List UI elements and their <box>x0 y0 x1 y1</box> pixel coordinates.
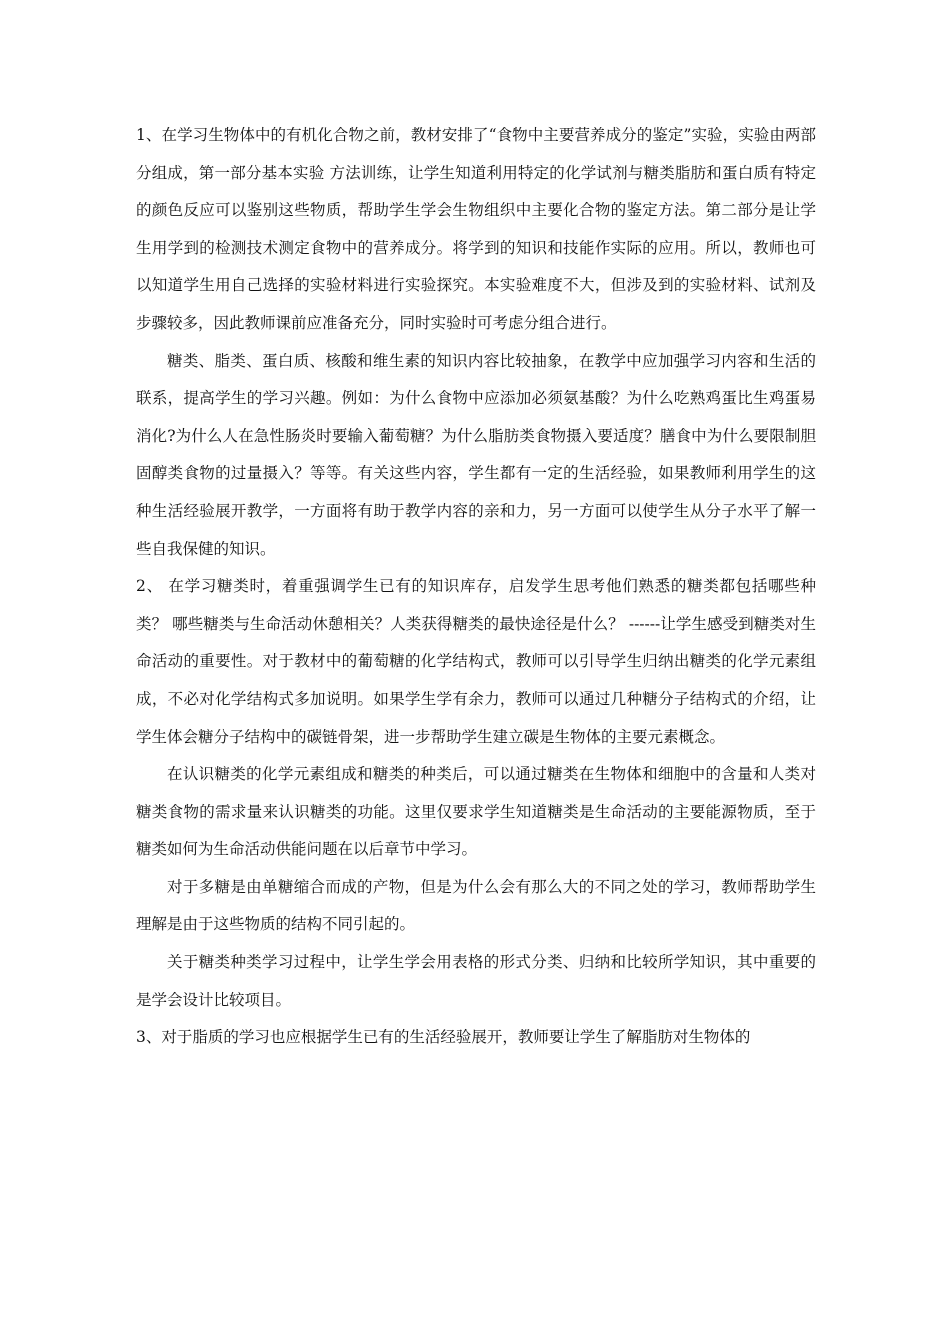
paragraph-6: 关于糖类种类学习过程中，让学生学会用表格的形式分类、归纳和比较所学知识，其中重要的是学会设计比较项目。 <box>136 953 816 1009</box>
paragraph-2: 糖类、脂类、蛋白质、核酸和维生素的知识内容比较抽象，在教学中应加强学习内容和生活的联系，提高学生的学习兴趣。例如：为什么食物中应添加必须氨基酸？为什么吃熟鸡蛋比生鸡蛋易消化?为什么人在急性肠炎时要输入葡萄糖？为什么脂肪类食物摄入要适度？膳食中为什么要限制胆固醇类食物的过量摄入？等等。有关这些内容，学生都有一定的生活经验，如果教师利用学生的这种生活经验展开教学，一方面将有助于教学内容的亲和力，另一方面可以使学生从分子水平了解一些自我保健的知识。 <box>136 351 816 558</box>
document-body <box>136 117 816 1057</box>
paragraph-3: 2、 在学习糖类时，着重强调学生已有的知识库存，启发学生思考他们熟悉的糖类都包括哪些种类？ 哪些糖类与生命活动休憩相关？人类获得糖类的最快途径是什么？ ------让学生感受到糖类对生命活动的重要性。对于教材中的葡萄糖的化学结构式，教师可以引导学生归纳出糖类的化学元素组成，不必对化学结构式多加说明。如果学生学有余力，教师可以通过几种糖分子结构式的介绍，让学生体会糖分子结构中的碳链骨架，进一步帮助学生建立碳是生物体的主要元素概念。 <box>136 577 816 746</box>
paragraph-7: 3、对于脂质的学习也应根据学生已有的生活经验展开，教师要让学生了解脂肪对生物体的 <box>136 1028 751 1047</box>
paragraph-4: 在认识糖类的化学元素组成和糖类的种类后，可以通过糖类在生物体和细胞中的含量和人类对糖类食物的需求量来认识糖类的功能。这里仅要求学生知道糖类是生命活动的主要能源物质，至于糖类如何为生命活动供能问题在以后章节中学习。 <box>136 765 816 859</box>
paragraph-1: 1、在学习生物体中的有机化合物之前，教材安排了“食物中主要营养成分的鉴定”实验，实验由两部分组成，第一部分基本实验 方法训练，让学生知道利用特定的化学试剂与糖类脂肪和蛋白质有特定的颜色反应可以鉴别这些物质，帮助学生学会生物组织中主要化合物的鉴定方法。第二部分是让学生用学到的检测技术测定食物中的营养成分。将学到的知识和技能作实际的应用。所以，教师也可以知道学生用自己选择的实验材料进行实验探究。本实验难度不大，但涉及到的实验材料、试剂及步骤较多，因此教师课前应准备充分，同时实验时可考虑分组合进行。 <box>136 126 816 332</box>
paragraph-5: 对于多糖是由单糖缩合而成的产物，但是为什么会有那么大的不同之处的学习，教师帮助学生理解是由于这些物质的结构不同引起的。 <box>136 877 816 934</box>
